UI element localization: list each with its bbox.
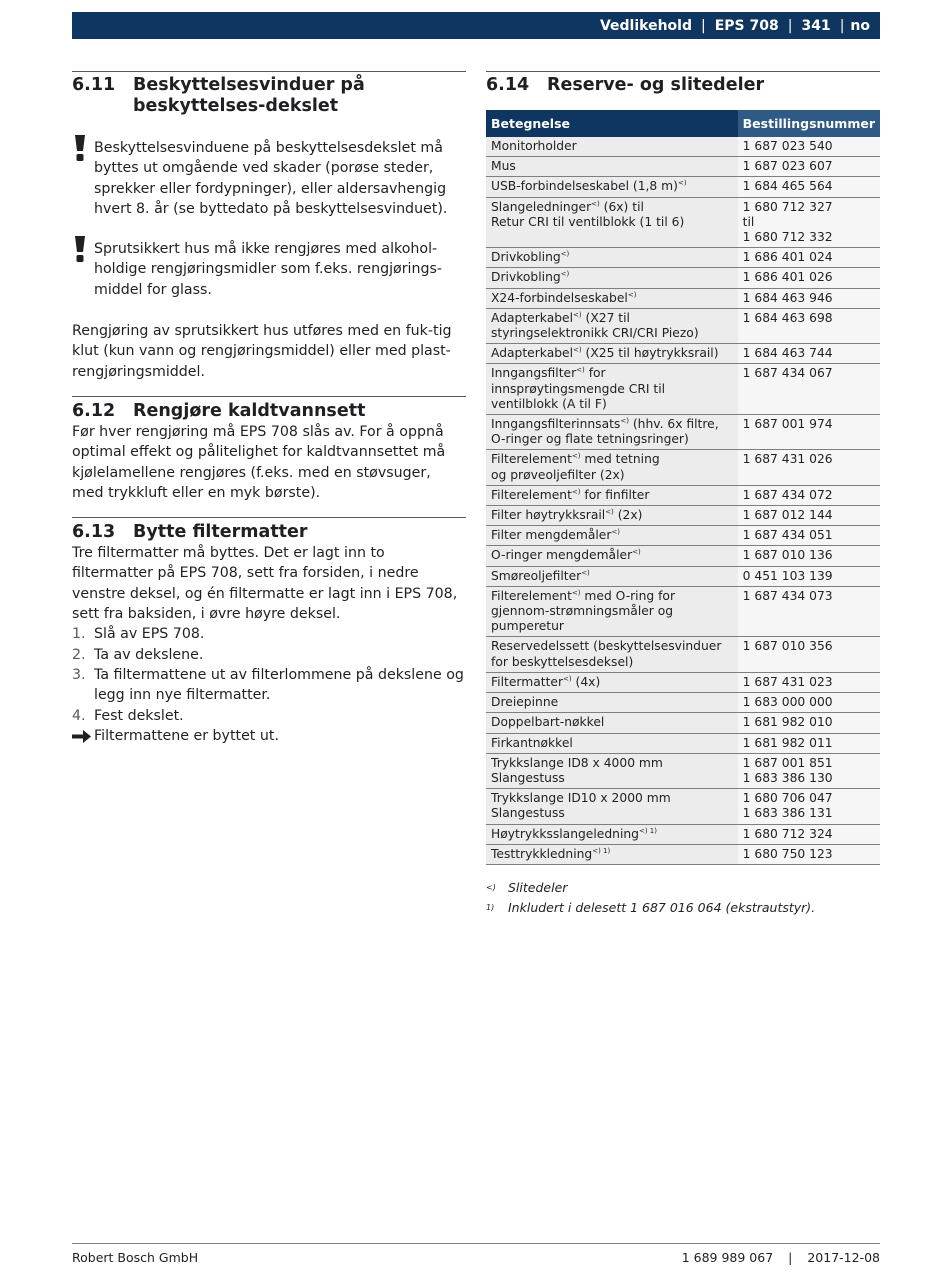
designation-text: Filter høytrykksrail	[491, 508, 606, 523]
footnote-marker: <)	[486, 882, 496, 892]
section-title: Beskyttelsesvinduer på beskyttelses-dekslet	[133, 75, 365, 116]
list-item: 1. Slå av EPS 708.	[72, 626, 205, 643]
footnote-marker: <)	[576, 366, 585, 375]
order-number-cell: 1 684 463 946	[738, 288, 880, 308]
designation-text: med tetning og prøveoljefilter (2x)	[491, 452, 660, 482]
table-row	[486, 248, 880, 268]
designation-text: Trykkslange ID10 x 2000 mm Slangestuss	[491, 791, 671, 821]
result-text: Filtermattene er byttet ut.	[94, 727, 279, 744]
order-number-cell: 1 687 434 073	[738, 586, 880, 637]
table-row	[486, 789, 880, 824]
table-header-row	[486, 110, 880, 137]
footnote-marker: <)	[591, 199, 600, 208]
table-row	[486, 344, 880, 364]
section-divider	[72, 517, 466, 518]
order-number-cell: 1 687 001 974	[738, 415, 880, 450]
table-row	[486, 844, 880, 864]
designation-text: Drivkobling	[491, 270, 561, 285]
footer-divider	[72, 1243, 880, 1244]
section-heading-6-14	[486, 75, 880, 96]
order-number-cell: 1 686 401 026	[738, 268, 880, 288]
designation-cell	[486, 415, 738, 450]
designation-text: Doppelbart-nøkkel	[491, 715, 605, 730]
designation-text: Filterelement	[491, 588, 572, 603]
order-number-cell: 1 686 401 024	[738, 248, 880, 268]
order-number-cell: 1 687 023 540	[738, 137, 880, 157]
order-number-cell: 1 684 463 744	[738, 344, 880, 364]
footnote-marker: <)	[560, 250, 570, 259]
step-result	[72, 726, 466, 746]
table-row	[486, 485, 880, 505]
arrow-right-icon	[72, 729, 91, 744]
order-number-cell: 1 687 001 851 1 683 386 130	[738, 753, 880, 788]
order-number-cell: 1 680 712 327 til 1 680 712 332	[738, 197, 880, 248]
warning-text: Sprutsikkert hus må ikke rengjøres med alkohol-holdige rengjøringsmidler som f.eks. rengjørings-middel for glass.	[94, 241, 443, 298]
table-row	[486, 526, 880, 546]
designation-text: Slangeledninger	[491, 199, 592, 214]
footnote-marker: <) 1)	[592, 846, 611, 855]
table-row	[486, 364, 880, 415]
footnote-marker: <)	[573, 310, 582, 319]
header-separator: |	[839, 17, 845, 34]
footer-company: Robert Bosch GmbH	[72, 1250, 199, 1265]
designation-text: Filtermatter	[491, 674, 564, 689]
table-row	[486, 288, 880, 308]
designation-cell	[486, 137, 738, 157]
designation-text: Mus	[491, 159, 516, 174]
section-number: 6.13	[72, 522, 116, 543]
designation-text: Testtrykkledning	[491, 846, 593, 861]
designation-text: (X27 til styringselektronikk CRI/CRI Piezo)	[491, 310, 699, 341]
section-divider	[72, 71, 466, 72]
list-item: 4. Fest dekslet.	[72, 707, 184, 724]
section-heading-6-12	[72, 401, 466, 422]
designation-text: (6x) til Retur CRI til ventilblokk (1 til 6)	[491, 199, 685, 229]
designation-text: for innsprøytingsmengde CRI til ventilblokk (A til F)	[491, 366, 666, 411]
designation-text: for finfilter	[580, 487, 650, 502]
order-number-cell: 1 681 982 010	[738, 713, 880, 733]
designation-cell	[486, 308, 738, 343]
footnote-marker: <)	[611, 528, 621, 537]
section-divider	[72, 396, 466, 397]
table-row	[486, 268, 880, 288]
footer-separator: |	[788, 1250, 793, 1265]
designation-cell	[486, 344, 738, 364]
designation-cell	[486, 506, 738, 526]
table-row	[486, 566, 880, 586]
designation-cell	[486, 672, 738, 692]
table-row	[486, 197, 880, 248]
designation-text: O-ringer mengdemåler	[491, 548, 633, 563]
table-row	[486, 308, 880, 343]
table-row	[486, 672, 880, 692]
designation-cell	[486, 566, 738, 586]
right-column	[486, 71, 880, 918]
body-paragraph: Rengjøring av sprutsikkert hus utføres med en fuk-tig klut (kun vann og rengjøringsmiddel) eller med plast-rengjøringsmiddel.	[72, 323, 452, 380]
footnote-marker: <)	[632, 548, 641, 557]
page-footer	[72, 1250, 880, 1265]
designation-text: Adapterkabel	[491, 346, 574, 361]
table-row	[486, 546, 880, 566]
designation-text: Dreiepinne	[491, 695, 559, 710]
table-row	[486, 713, 880, 733]
designation-text: Trykkslange ID8 x 4000 mm Slangestuss	[491, 755, 663, 785]
body-paragraph: Før hver rengjøring må EPS 708 slås av. For å oppnå optimal effekt og pålitelighet for kaldtvannsettet må kjølelamellene rengjøres (f.eks. med en støvsuger, med trykkluft eller en myk børste).	[72, 423, 446, 501]
body-paragraph: Tre filtermatter må byttes. Det er lagt inn to filtermatter på EPS 708, sett fra forsiden, i nedre venstre deksel, og én filtermatte er lagt inn i EPS 708, sett fra baksiden, i øvre høyre deksel.	[72, 545, 458, 623]
designation-cell	[486, 824, 738, 844]
exclamation-icon	[73, 236, 87, 262]
footnotes	[486, 878, 880, 918]
order-number-cell: 1 687 434 072	[738, 485, 880, 505]
order-number-cell: 1 684 463 698	[738, 308, 880, 343]
designation-text: (hhv. 6x filtre, O-ringer og flate tetningsringer)	[491, 417, 719, 447]
footnote-marker: <)	[581, 568, 590, 577]
header-language: no	[850, 17, 870, 34]
warning-text: Beskyttelsesvinduene på beskyttelsesdekslet må byttes ut omgående ved skader (porøse steder, sprekker eller fordypninger), eller aldersavhengig hvert 8. år (se byttedato på beskyttelsesvinduet).	[94, 140, 448, 217]
page-header	[72, 12, 880, 39]
exclamation-icon	[73, 135, 87, 161]
step-list	[72, 624, 466, 725]
section-heading-6-13	[72, 522, 466, 543]
footnote-marker: <)	[627, 290, 637, 299]
order-number-cell: 1 680 712 324	[738, 824, 880, 844]
designation-cell	[486, 197, 738, 248]
header-product: EPS 708	[714, 17, 779, 34]
designation-cell	[486, 526, 738, 546]
designation-cell	[486, 789, 738, 824]
order-number-cell: 1 684 465 564	[738, 177, 880, 197]
designation-text: Firkantnøkkel	[491, 735, 573, 750]
designation-cell	[486, 693, 738, 713]
footnote	[486, 878, 880, 898]
table-row	[486, 733, 880, 753]
designation-cell	[486, 733, 738, 753]
designation-text: Monitorholder	[491, 139, 577, 153]
designation-cell	[486, 157, 738, 177]
designation-cell	[486, 713, 738, 733]
header-page-number: 341	[801, 17, 831, 34]
footnote-text: Slitedeler	[508, 879, 568, 895]
designation-cell	[486, 844, 738, 864]
footnote-marker: <)	[571, 487, 581, 496]
designation-text: Høytrykksslangeledning	[491, 826, 639, 841]
designation-cell	[486, 637, 738, 672]
designation-cell	[486, 364, 738, 415]
header-separator: |	[787, 17, 793, 34]
designation-text: X24-forbindelseskabel	[491, 290, 628, 305]
designation-cell	[486, 586, 738, 637]
section-number: 6.12	[72, 400, 116, 421]
table-row	[486, 450, 880, 485]
column-header-order-number: Bestillingsnummer	[738, 110, 880, 137]
footnote-marker: <)	[605, 508, 614, 517]
order-number-cell: 1 680 750 123	[738, 844, 880, 864]
section-number: 6.11	[72, 75, 116, 95]
order-number-cell: 1 687 023 607	[738, 157, 880, 177]
table-row	[486, 415, 880, 450]
footnote-marker: <)	[560, 270, 570, 279]
parts-table	[486, 110, 880, 865]
designation-text: (4x)	[571, 674, 601, 689]
designation-text: (X25 til høytrykksrail)	[581, 346, 719, 361]
order-number-cell: 1 687 012 144	[738, 506, 880, 526]
footnote-text: Inkludert i delesett 1 687 016 064 (ekstrautstyr).	[508, 899, 816, 915]
designation-cell	[486, 268, 738, 288]
table-row	[486, 753, 880, 788]
designation-cell	[486, 248, 738, 268]
designation-text: Reservedelssett (beskyttelsesvinduer for beskyttelsesdeksel)	[491, 639, 722, 669]
designation-cell	[486, 546, 738, 566]
warning-note	[72, 239, 466, 300]
column-header-designation: Betegnelse	[486, 110, 738, 137]
footer-document-number: 1 689 989 067	[681, 1250, 774, 1265]
footnote-marker: <)	[573, 346, 582, 355]
section-heading-6-11	[72, 75, 466, 117]
footnote-marker: <) 1)	[638, 826, 657, 835]
section-divider	[486, 71, 880, 72]
list-item: 3. Ta filtermattene ut av filterlommene på dekslene og legg inn nye filtermatter.	[72, 666, 464, 704]
table-row	[486, 177, 880, 197]
designation-text: Filterelement	[491, 452, 572, 467]
section-number: 6.14	[486, 75, 530, 95]
footnote-marker: <)	[571, 588, 581, 597]
table-row	[486, 157, 880, 177]
order-number-cell: 1 687 434 067	[738, 364, 880, 415]
order-number-cell: 1 687 010 136	[738, 546, 880, 566]
designation-text: Smøreoljefilter	[491, 568, 582, 583]
designation-cell	[486, 450, 738, 485]
parts-table-body	[486, 137, 880, 864]
order-number-cell: 1 687 431 023	[738, 672, 880, 692]
order-number-cell: 1 687 431 026	[738, 450, 880, 485]
section-title: Bytte filtermatter	[133, 522, 308, 543]
list-item: 2. Ta av dekslene.	[72, 646, 204, 663]
designation-text: USB-forbindelseskabel (1,8 m)	[491, 179, 678, 194]
designation-text: Inngangsfilter	[491, 366, 577, 381]
designation-cell	[486, 288, 738, 308]
footnote-marker: <)	[563, 674, 572, 683]
table-row	[486, 637, 880, 672]
footnote-marker: <)	[620, 417, 629, 426]
footer-date: 2017-12-08	[807, 1250, 880, 1265]
designation-text: Drivkobling	[491, 250, 561, 265]
left-column	[72, 71, 466, 746]
designation-text: (2x)	[613, 508, 643, 523]
designation-text: Filterelement	[491, 487, 572, 502]
order-number-cell: 1 687 010 356	[738, 637, 880, 672]
table-row	[486, 824, 880, 844]
designation-text: Inngangsfilterinnsats	[491, 417, 621, 432]
order-number-cell: 1 683 000 000	[738, 693, 880, 713]
section-title: Reserve- og slitedeler	[547, 75, 765, 95]
table-row	[486, 586, 880, 637]
order-number-cell: 0 451 103 139	[738, 566, 880, 586]
designation-text: Filter mengdemåler	[491, 528, 612, 543]
footnote-marker: <)	[571, 452, 581, 461]
footnote-marker: 1)	[486, 902, 495, 912]
designation-cell	[486, 753, 738, 788]
designation-text: Adapterkabel	[491, 310, 574, 325]
order-number-cell: 1 681 982 011	[738, 733, 880, 753]
table-row	[486, 506, 880, 526]
designation-text: med O-ring for gjennom-strømningsmåler og pumperetur	[491, 588, 676, 634]
header-section: Vedlikehold	[599, 17, 692, 34]
order-number-cell: 1 687 434 051	[738, 526, 880, 546]
footnote	[486, 898, 880, 918]
designation-cell	[486, 177, 738, 197]
table-row	[486, 693, 880, 713]
header-separator: |	[701, 17, 706, 34]
section-title: Rengjøre kaldtvannsett	[133, 400, 366, 421]
footnote-marker: <)	[677, 179, 687, 188]
table-row	[486, 137, 880, 157]
order-number-cell: 1 680 706 047 1 683 386 131	[738, 789, 880, 824]
designation-cell	[486, 485, 738, 505]
warning-note	[72, 138, 466, 219]
